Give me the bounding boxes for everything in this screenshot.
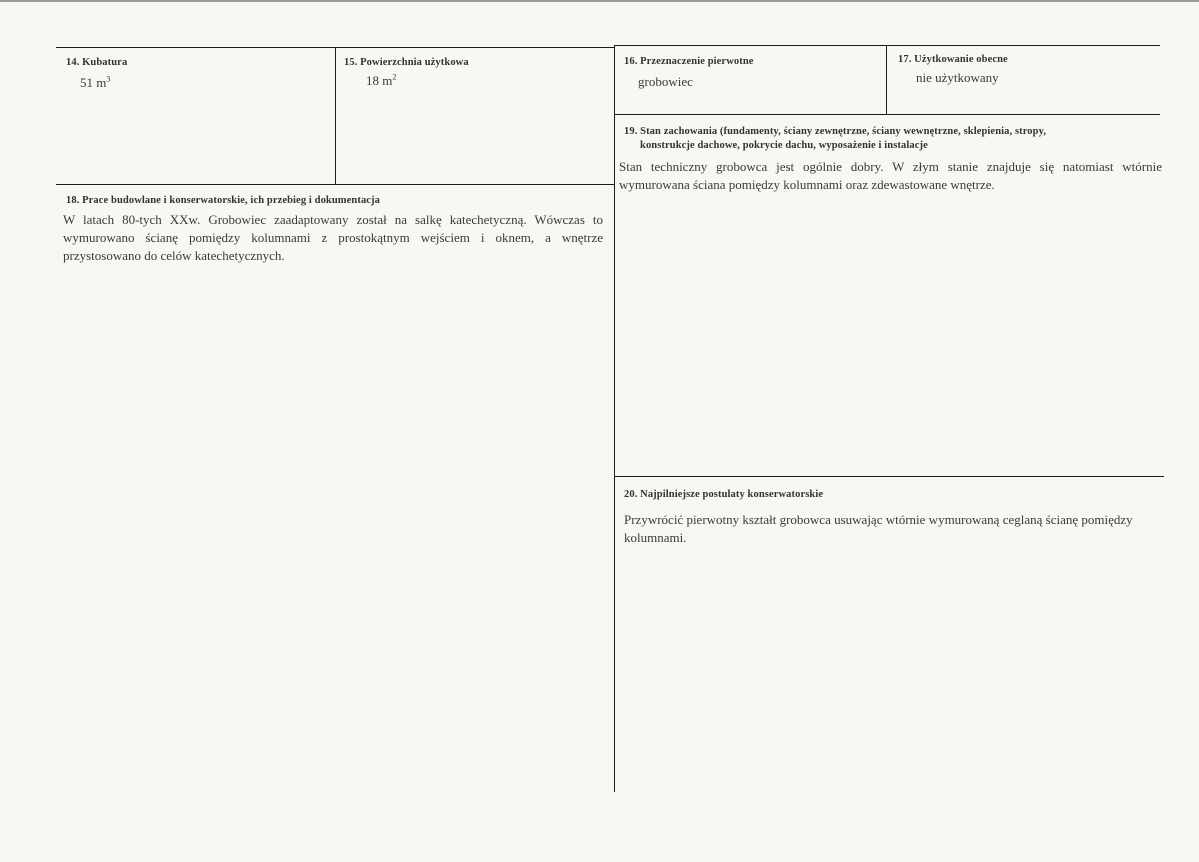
rule-under-14-15 [56,184,614,185]
field-kubatura [66,56,326,92]
rule-col-16-17 [886,45,887,115]
field-powierzchnia-value: 18 $m^2$ [366,72,397,88]
field-uzytkowanie-label: 17. Użytkowanie obecne [898,54,1008,65]
field-uzytkowanie-value: nie użytkowany [916,70,999,85]
field-stan-zachowania-value: Stan techniczny grobowca jest ogólnie dobry. W złym stanie znajduje się natomiast wtórnie wymurowana ściana pomiędzy kolumnami oraz zdewastowane wnętrze. [619,159,1162,192]
field-stan-zachowania-label-2: konstrukcje dachowe, pokrycie dachu, wyposażenie i instalacje [640,140,928,151]
unit-superscript: 2 [392,72,397,82]
field-stan-zachowania-label-1: 19. Stan zachowania (fundamenty, ściany zewnętrzne, ściany wewnętrzne, sklepienia, stropy, [624,126,1047,137]
field-przeznaczenie-value: grobowiec [638,74,693,89]
field-postulaty [624,488,1164,547]
field-powierzchnia-label: 15. Powierzchnia użytkowa [344,57,469,68]
field-przeznaczenie-label: 16. Przeznaczenie pierwotne [624,56,754,67]
field-postulaty-label: 20. Najpilniejsze postulaty konserwatorskie [624,489,824,500]
rule-col-14-15 [335,47,336,184]
unit-superscript: 3 [106,74,111,84]
field-prace-budowlane-value: W latach 80-tych XXw. Grobowiec zaadaptowany został na salkę katechetyczną. Wówczas to wymurowano ścianę pomiędzy kolumnami z prostokątnym wejściem i oknem, a wnętrze przystosowano do celów katechetycznych. [63,212,603,263]
field-postulaty-value: Przywrócić pierwotny kształt grobowca usuwając wtórnie wymurowaną ceglaną ścianę pomiędzy kolumnami. [624,512,1133,545]
scan-top-edge [0,0,1199,2]
field-powierzchnia [344,56,604,90]
field-stan-zachowania [619,125,1162,194]
rule-main-divider [614,45,615,792]
field-przeznaczenie [624,55,879,91]
rule-above-20 [614,476,1164,477]
field-prace-budowlane [63,194,603,265]
rule-top-right [614,45,1160,46]
field-kubatura-value: 51 $m^3$ [80,74,111,90]
field-uzytkowanie [898,53,1153,87]
field-kubatura-label: 14. Kubatura [66,57,128,68]
rule-under-16-17 [614,114,1160,115]
field-prace-budowlane-label: 18. Prace budowlane i konserwatorskie, ich przebieg i dokumentacja [66,195,381,206]
